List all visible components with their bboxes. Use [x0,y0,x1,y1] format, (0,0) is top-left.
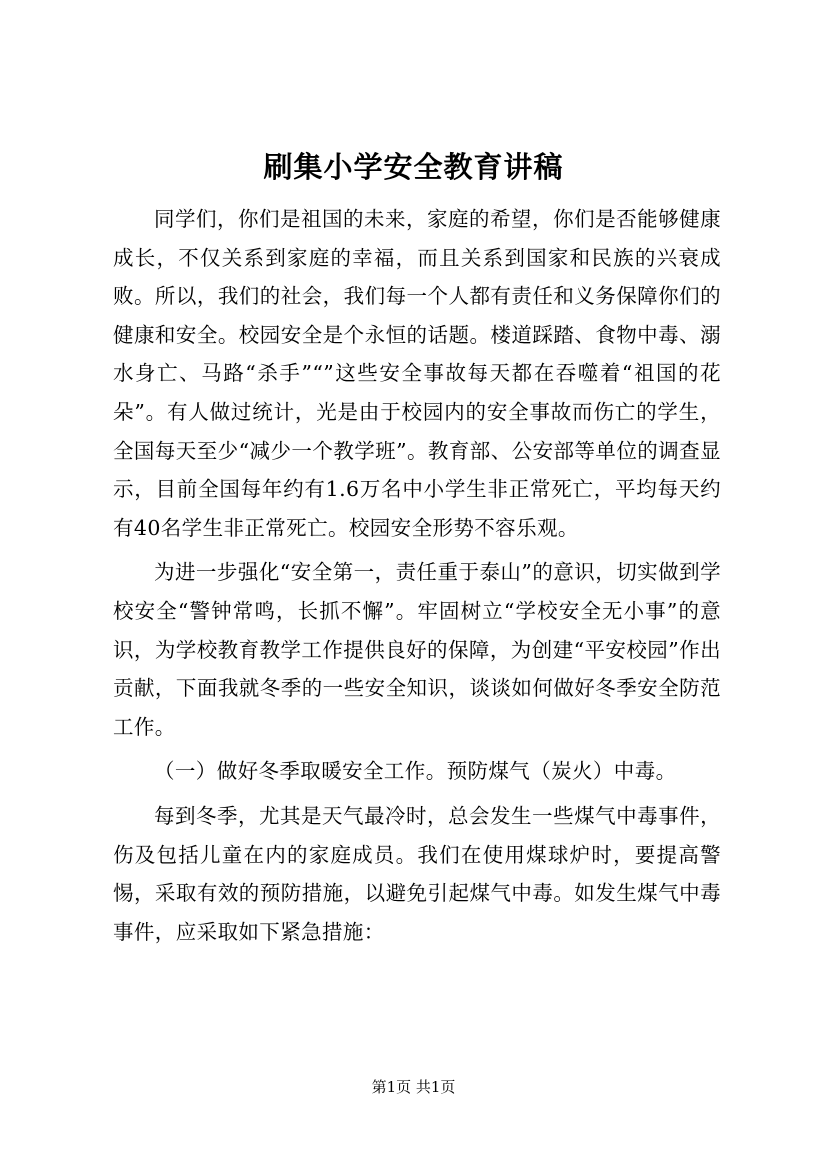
paragraph-purpose: 为进一步强化“安全第一，责任重于泰山”的意识，切实做到学校安全“警钟常鸣，长抓不懈”。牢固树立“学校安全无小事”的意识，为学校教育教学工作提供良好的保障，为创建“平安校园”作出贡献，下面我就冬季的一些安全知识，谈谈如何做好冬季安全防范工作。 [113,560,721,739]
page-footer: 第1页 共1页 [371,1078,456,1096]
paragraph-gas-poisoning: 每到冬季，尤其是天气最冷时，总会发生一些煤气中毒事件，伤及包括儿童在内的家庭成员。我们在使用煤球炉时，要提高警惕，采取有效的预防措施，以避免引起煤气中毒。如发生煤气中毒事件，应采取如下紧急措施： [113,803,721,944]
document-title: 刷集小学安全教育讲稿 [263,150,564,184]
paragraph-section-heading: （一）做好冬季取暖安全工作。预防煤气（炭火）中毒。 [154,759,677,784]
paragraph-intro: 同学们，你们是祖国的未来，家庭的希望，你们是否能够健康成长，不仅关系到家庭的幸福，而且关系到国家和民族的兴衰成败。所以，我们的社会，我们每一个人都有责任和义务保障你们的健康和安全。校园安全是个永恒的话题。楼道踩踏、食物中毒、溺水身亡、马路“杀手”“”这些安全事故每天都在吞噬着“祖国的花朵”。有人做过统计，光是由于校园内的安全事故而伤亡的学生，全国每天至少“减少一个教学班”。教育部、公安部等单位的调查显示，目前全国每年约有1.6万名中小学生非正常死亡，平均每天约有40名学生非正常死亡。校园安全形势不容乐观。 [113,207,721,540]
document-body [113,200,721,951]
